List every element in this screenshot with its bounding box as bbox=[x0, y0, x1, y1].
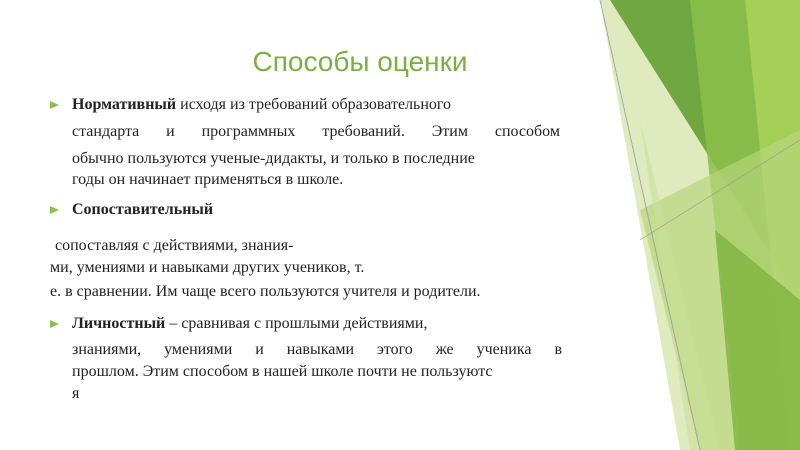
item-text: стандарта и программных требований. Этим способом bbox=[72, 123, 560, 140]
item-text: обычно пользуются ученые‑дидакты, и только в последние bbox=[72, 150, 475, 167]
item-text: знаниями, умениями и навыками этого же ученика в bbox=[72, 341, 562, 358]
item-text: прошлом. Этим способом в нашей школе почти не пользуютс bbox=[72, 363, 493, 380]
item-comparative-term bbox=[72, 200, 213, 220]
item-personal-line-1 bbox=[72, 314, 427, 334]
bullet-arrow-icon bbox=[50, 320, 59, 328]
item-normative-line-1 bbox=[72, 95, 451, 115]
item-text: е. в сравнении. Им чаще всего пользуются учителя и родители. bbox=[50, 283, 481, 300]
item-text: – сравнивая с прошлыми действиями, bbox=[165, 315, 428, 332]
item-text: годы он начинает применяться в школе. bbox=[72, 171, 344, 188]
slide-title: Способы оценки bbox=[252, 46, 468, 77]
item-text: ми, умениями и навыками других учеников, т. bbox=[50, 259, 365, 276]
item-term: Нормативный bbox=[72, 96, 177, 113]
item-text: исходя из требований образовательного bbox=[180, 96, 452, 113]
item-term: Сопоставительный bbox=[72, 201, 214, 218]
bullet-arrow-icon bbox=[50, 206, 59, 214]
item-text: сопоставляя с действиями, знания‑ bbox=[55, 237, 294, 254]
item-text: я bbox=[72, 385, 80, 402]
item-term: Личностный bbox=[72, 315, 166, 332]
bullet-arrow-icon bbox=[50, 101, 59, 109]
